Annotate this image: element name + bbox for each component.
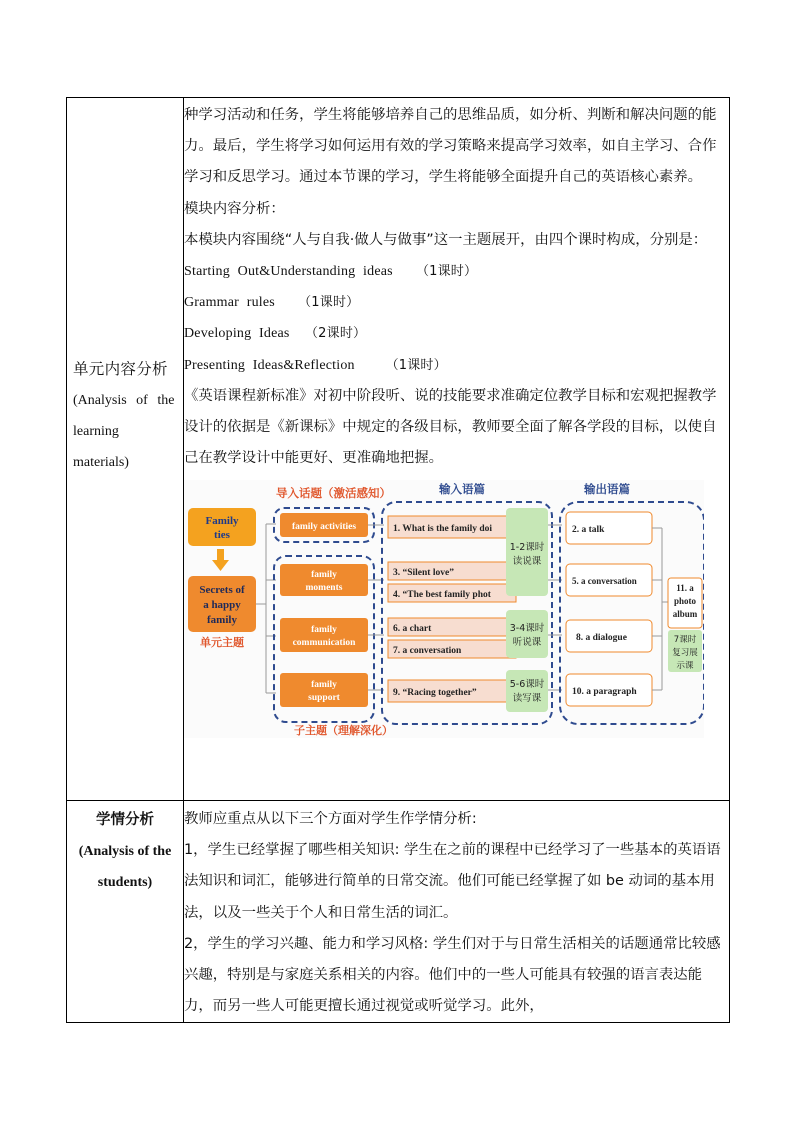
output-item-10: 10. a paragraph [572, 687, 637, 698]
period-3-type: 读写课 [512, 693, 542, 705]
students-label-zh: 学情分析 [96, 812, 154, 828]
output-text-heading: 输出语篇 [584, 482, 630, 497]
students-content-cell [184, 801, 730, 1023]
output-item-5: 5. a conversation [572, 576, 637, 587]
theme-line1: Secrets of [199, 584, 245, 597]
module-theme-paragraph: 本模块内容围绕“人与自我·做人与做事”这一主题展开，由四个课时构成，分别是： [184, 231, 708, 248]
arrow-shaft [217, 549, 224, 561]
materials-content-cell [184, 98, 730, 801]
lesson-line-1 [184, 256, 729, 287]
materials-label-cell [67, 98, 184, 801]
lesson-name: Starting Out&Understanding ideas [184, 264, 393, 280]
output-item-8: 8. a dialogue [576, 633, 627, 644]
input-item-1: 1. What is the family doi [393, 524, 493, 535]
students-analysis-row [67, 801, 730, 1023]
students-label [67, 801, 183, 898]
input-item-6: 6. a chart [393, 624, 432, 635]
review-line1: 7课时 [673, 635, 697, 646]
lesson-hours: （1课时） [385, 357, 447, 373]
topic-moments-line2: moments [305, 583, 343, 594]
materials-analysis-row [67, 98, 730, 801]
intro-topic-heading: 导入话题（激活感知） [276, 486, 391, 501]
topic-family-activities: family activities [291, 522, 357, 533]
period-2-type: 听说课 [512, 637, 542, 649]
subtopic-label: 子主题（理解深化） [294, 724, 393, 738]
lesson-name: Grammar rules [184, 295, 275, 311]
input-text-heading: 输入语篇 [439, 482, 485, 497]
unit-structure-diagram [184, 480, 704, 738]
lesson-name: Presenting Ideas&Reflection [184, 357, 355, 373]
students-label-en: (Analysis of the students) [78, 844, 172, 890]
lesson-hours: （1课时） [415, 264, 478, 280]
curriculum-standard-paragraph: 《英语课程新标准》对初中阶段听、说的技能要求准确定位教学目标和宏观把握教学设计的依据是《新课标》中规定的各级目标，教师要全面了解各学段的目标，以使自己在教学设计中能更好、更准确地把握。 [184, 387, 717, 467]
album-line3: album [672, 609, 698, 620]
lesson-name: Developing Ideas [184, 326, 290, 342]
input-item-7: 7. a conversation [393, 646, 462, 657]
topic-communication-line2: communication [292, 638, 356, 649]
lesson-plan-table [66, 97, 730, 1023]
students-point-1: 1，学生已经掌握了哪些相关知识: 学生在之前的课程中已经学习了一些基本的英语语法知识和词汇，能够进行简单的日常交流。他们可能已经掌握了如 be 动词的基本用法，以及一些关于个人和日常生活的词汇。 [184, 842, 721, 921]
materials-label-zh: 单元内容分析 [73, 360, 168, 378]
period-panel-2 [506, 610, 548, 658]
students-label-cell [67, 801, 184, 1023]
materials-label [73, 354, 183, 478]
theme-line3: family [207, 614, 237, 627]
lesson-hours: （1课时） [298, 295, 360, 311]
lesson-line-2 [184, 287, 729, 318]
review-line3: 示课 [676, 661, 694, 672]
materials-label-en: (Analysis of the learning materials) [73, 393, 175, 470]
topic-family-line1: family [311, 680, 337, 691]
intro-paragraph: 种学习活动和任务，学生将能够培养自己的思维品质，如分析、判断和解决问题的能力。最后，学生将学习如何运用有效的学习策略来提高学习效率，如自主学习、合作学习和反思学习。通过本节课的学习，学生将能够全面提升自己的英语核心素养。 [184, 107, 717, 186]
students-intro: 教师应重点从以下三个方面对学生作学情分析: [184, 811, 477, 827]
lesson-line-4 [184, 350, 729, 381]
module-analysis-heading: 模块内容分析： [184, 200, 285, 217]
topic-support-line2: support [308, 693, 340, 704]
input-item-3: 3. “Silent love” [393, 568, 454, 579]
output-item-2: 2. a talk [572, 525, 605, 536]
topic-family-line1: family [311, 625, 337, 636]
unit-theme-label: 单元主题 [200, 636, 244, 650]
period-3-hours: 5-6课时 [509, 679, 545, 691]
album-line2: photo [673, 596, 697, 607]
family-ties-line1: Family [205, 515, 239, 528]
family-ties-line2: ties [214, 529, 230, 542]
input-item-4: 4. “The best family phot [393, 590, 491, 601]
period-panel-3 [506, 670, 548, 712]
period-1-type: 读说课 [512, 556, 542, 568]
period-1-hours: 1-2课时 [509, 542, 545, 554]
album-line1: 11. a [676, 583, 694, 594]
lesson-hours: （2课时） [304, 326, 367, 342]
review-line2: 复习展 [672, 648, 698, 659]
input-item-9: 9. “Racing together” [393, 688, 477, 699]
students-point-2: 2，学生的学习兴趣、能力和学习风格: 学生们对于与日常生活相关的话题通常比较感兴趣，特别是与家庭关系相关的内容。他们中的一些人可能具有较强的语言表达能力，而另一些人可能更擅长通过视觉或听觉学习。此外， [184, 935, 721, 1015]
period-2-hours: 3-4课时 [509, 623, 545, 635]
lesson-line-3 [184, 318, 729, 349]
theme-line2: a happy [203, 599, 241, 612]
topic-family-line1: family [311, 570, 337, 581]
